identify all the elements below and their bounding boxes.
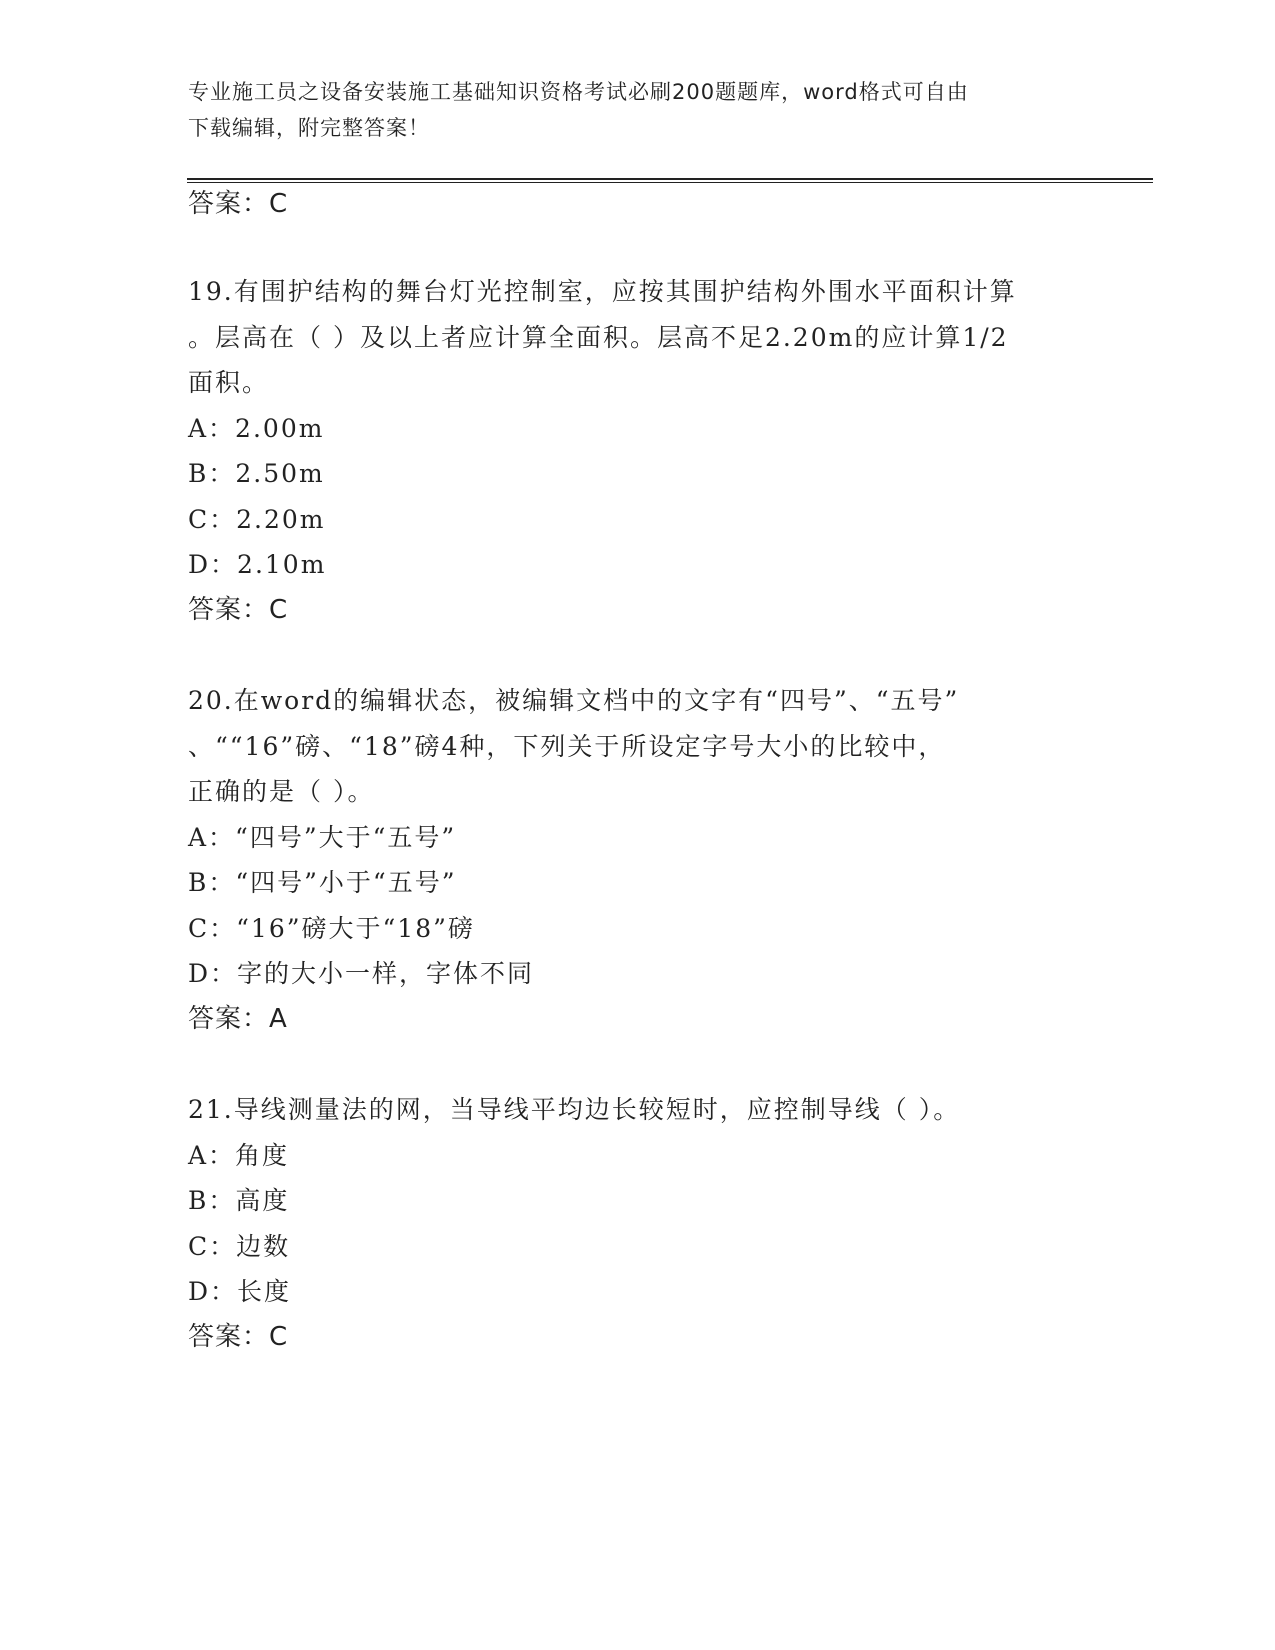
answer-line: 答案：C bbox=[188, 594, 289, 625]
question-stem-line: 。层高在（ ）及以上者应计算全面积。层高不足2.20m的应计算1/2 bbox=[188, 322, 1009, 352]
option-c: C：2.20m bbox=[188, 504, 326, 534]
option-c: C：边数 bbox=[188, 1231, 291, 1261]
answer-line: 答案：A bbox=[188, 1003, 288, 1034]
previous-answer-block bbox=[188, 182, 288, 228]
question-21 bbox=[188, 1087, 960, 1360]
question-19 bbox=[188, 269, 1017, 633]
question-stem-line: 正确的是（ ）。 bbox=[188, 777, 375, 806]
question-stem-line: 19.有围护结构的舞台灯光控制室，应按其围护结构外围水平面积计算 bbox=[188, 277, 1017, 306]
option-a: A：角度 bbox=[188, 1140, 290, 1170]
answer-line: 答案：C bbox=[188, 189, 289, 219]
option-d: D：字的大小一样，字体不同 bbox=[188, 959, 535, 988]
question-stem-line: 面积。 bbox=[188, 368, 270, 397]
option-d: D：长度 bbox=[188, 1277, 292, 1306]
answer-line: 答案：C bbox=[188, 1321, 289, 1352]
question-stem-line: 21.导线测量法的网，当导线平均边长较短时，应控制导线（ ）。 bbox=[188, 1095, 961, 1124]
option-b: B：高度 bbox=[188, 1186, 290, 1215]
header-divider bbox=[187, 178, 1153, 183]
page-header bbox=[188, 74, 1068, 146]
question-stem-line: 、““16”磅、“18”磅4种，下列关于所设定字号大小的比较中， bbox=[188, 731, 946, 761]
header-line-1: 专业施工员之设备安装施工基础知识资格考试必刷200题题库，word格式可自由 bbox=[188, 80, 969, 104]
question-20 bbox=[188, 678, 959, 1042]
option-b: B：2.50m bbox=[188, 459, 325, 488]
option-a: A：2.00m bbox=[188, 413, 325, 443]
question-stem-line: 20.在word的编辑状态，被编辑文档中的文字有“四号”、“五号” bbox=[188, 686, 960, 715]
option-d: D：2.10m bbox=[188, 550, 327, 579]
option-c: C：“16”磅大于“18”磅 bbox=[188, 913, 475, 943]
header-line-2: 下载编辑，附完整答案！ bbox=[188, 116, 430, 140]
option-a: A：“四号”大于“五号” bbox=[188, 822, 457, 852]
option-b: B：“四号”小于“五号” bbox=[188, 868, 457, 897]
